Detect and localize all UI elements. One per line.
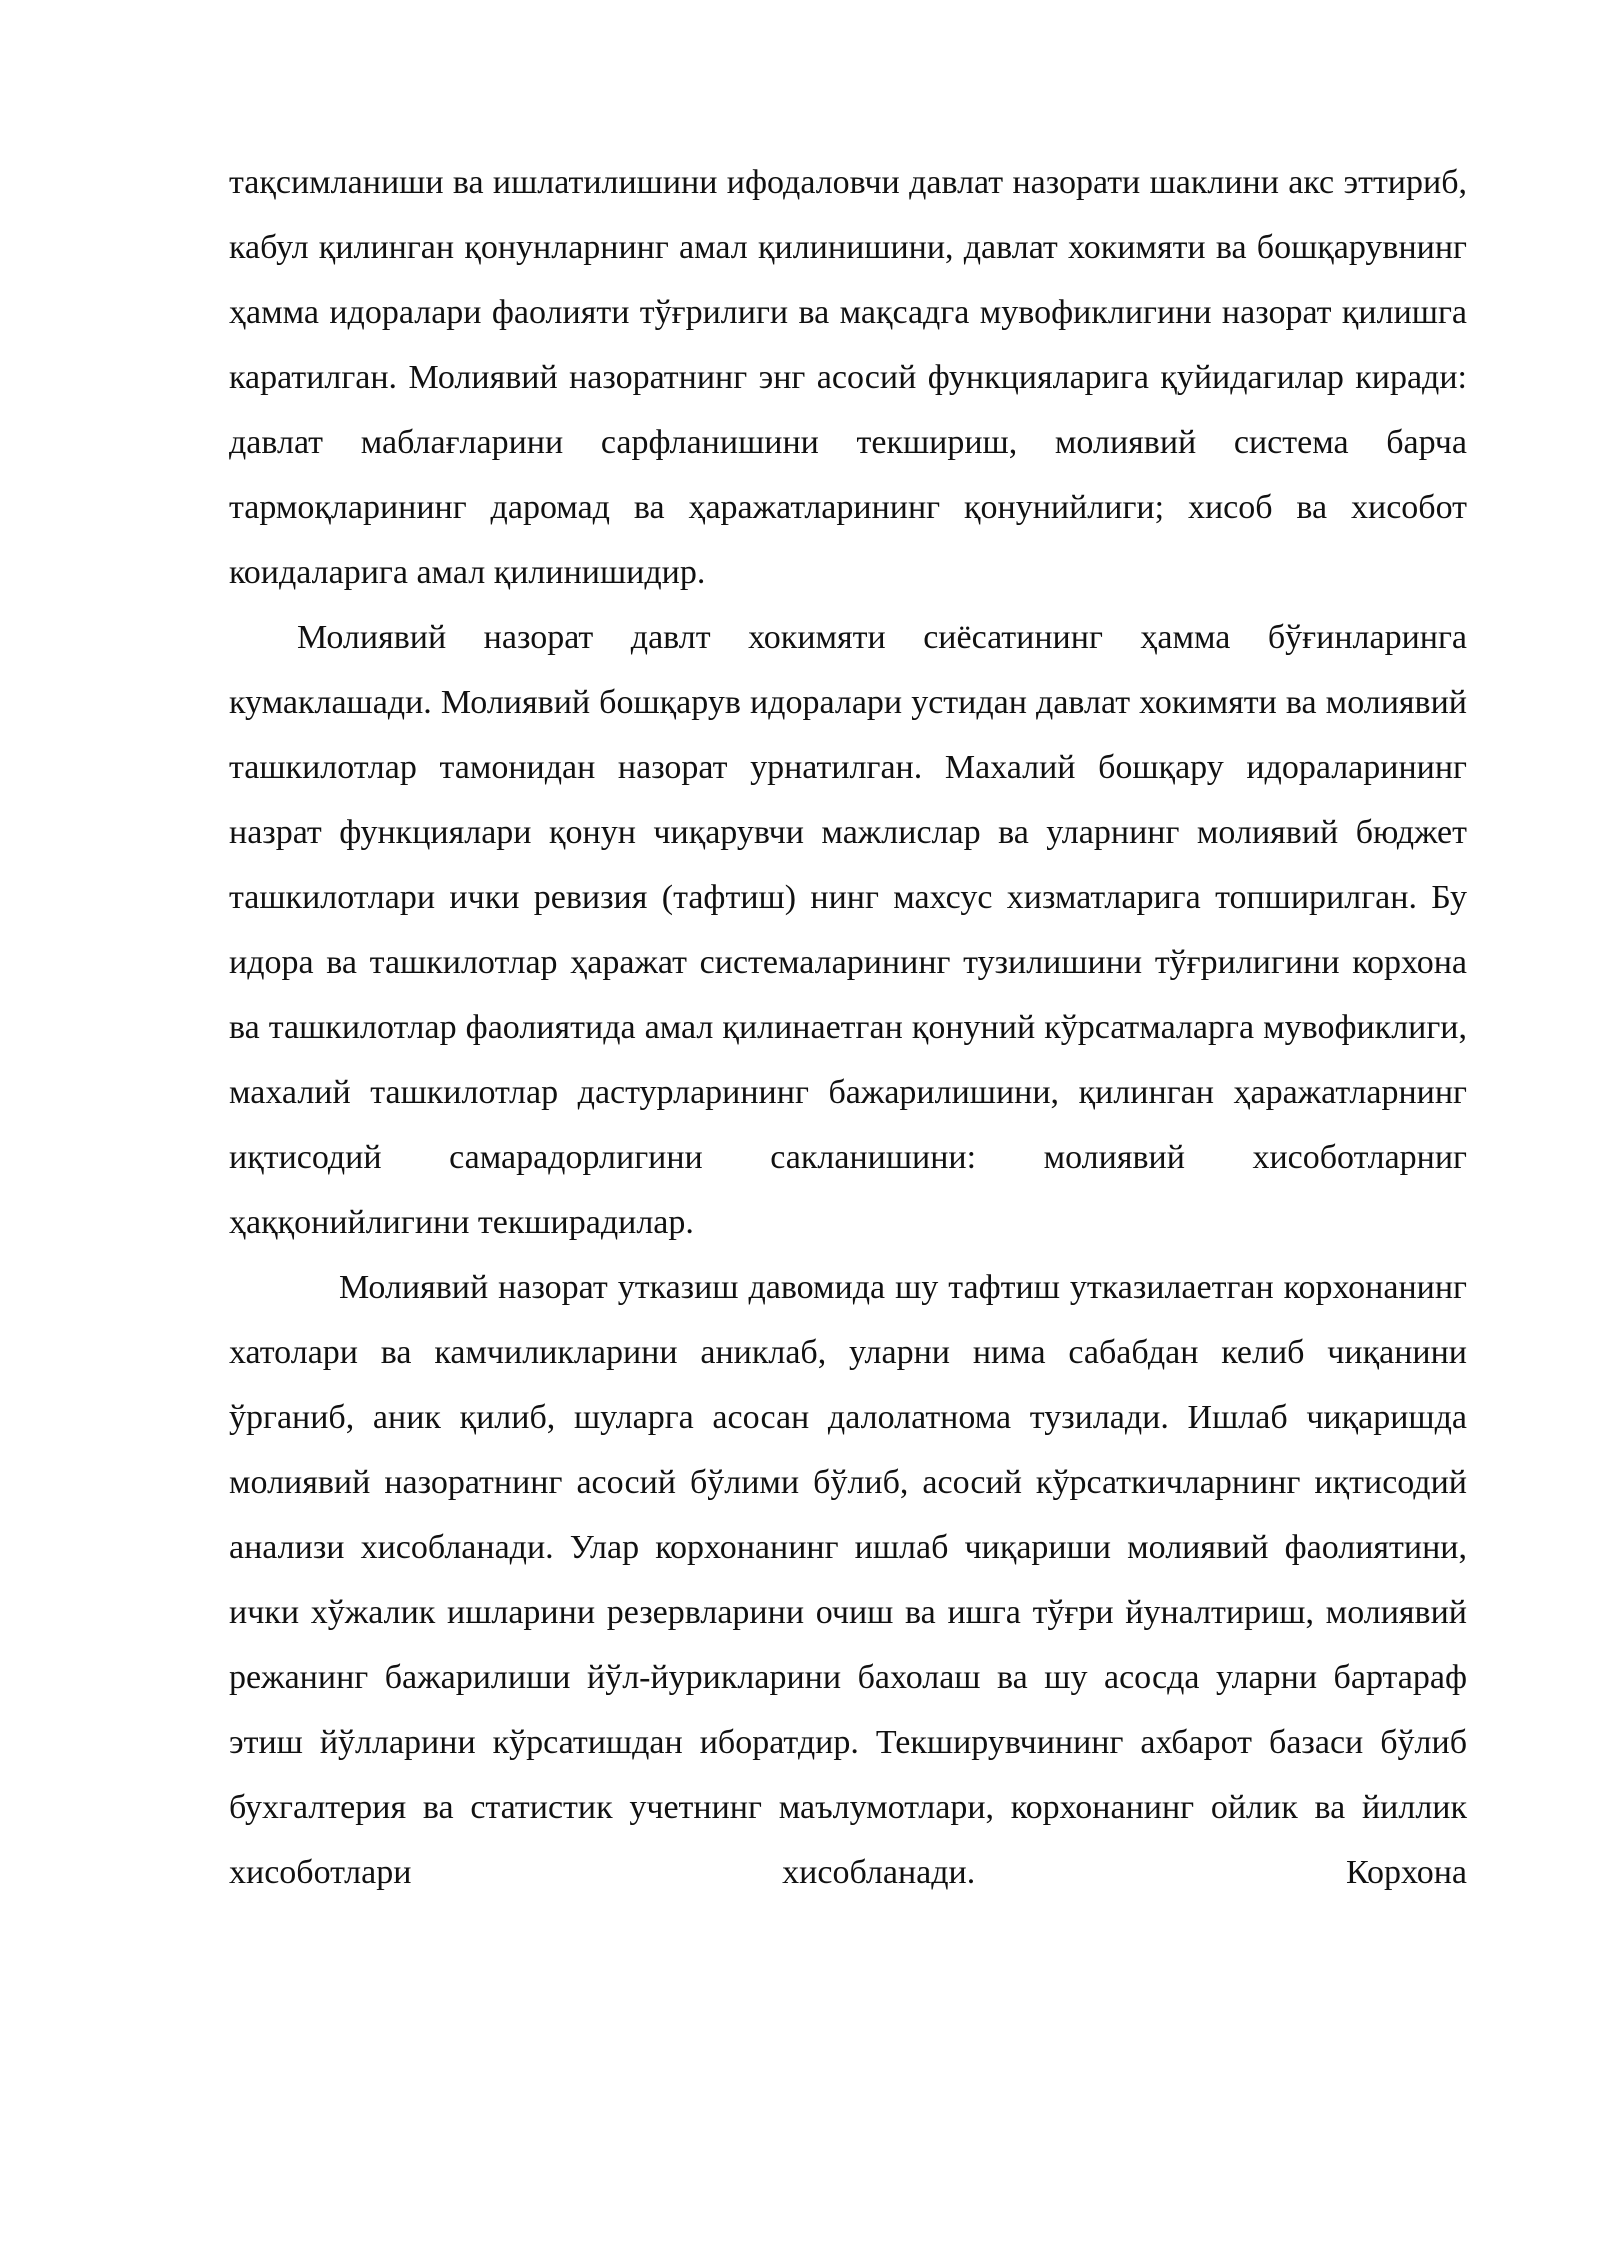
document-body bbox=[229, 150, 1467, 1905]
paragraph-3: Молиявий назорат утказиш давомида шу тафтиш утказилаетган корхонанинг хатолари ва камчиликларини аниклаб, уларни нима сабабдан келиб чиқанини ўрганиб, аник қилиб, шуларга асосан далолатнома тузилади. Ишлаб чиқаришда молиявий назоратнинг асосий бўлими бўлиб, асосий кўрсаткичларнинг иқтисодий анализи хисобланади. Улар корхонанинг ишлаб чиқариши молиявий фаолиятини, ички хўжалик ишларини резервларини очиш ва ишга тўғри йуналтириш, молиявий режанинг бажарилиши йўл-йурикларини бахолаш ва шу асосда уларни бартараф этиш йўлларини кўрсатишдан иборатдир. Текширувчининг ахбарот базаси бўлиб бухгалтерия ва статистик учетнинг маълумотлари, корхонанинг ойлик ва йиллик хисоботлари хисобланади. Корхона bbox=[229, 1269, 1467, 1891]
paragraph-2: Молиявий назорат давлт хокимяти сиёсатининг ҳамма бўғинларинга кумаклашади. Молиявий бошқарув идоралари устидан давлат хокимяти ва молиявий ташкилотлар тамонидан назорат урнатилган. Махалий бошқару идораларининг назрат функциялари қонун чиқарувчи мажлислар ва уларнинг молиявий бюджет ташкилотлари ички ревизия (тафтиш) нинг махсус хизматларига топширилган. Бу идора ва ташкилотлар ҳаражат системаларининг тузилишини тўғрилигини корхона ва ташкилотлар фаолиятида амал қилинаетган қонуний кўрсатмаларга мувофиклиги, махалий ташкилотлар дастурларининг бажарилишини, қилинган ҳаражатларнинг иқтисодий самарадорлигини сакланишини: молиявий хисоботларниг ҳаққонийлигини текширадилар. bbox=[229, 619, 1467, 1241]
paragraph-1: тақсимланиши ва ишлатилишини ифодаловчи давлат назорати шаклини акс эттириб, кабул қилинган қонунларнинг амал қилинишини, давлат хокимяти ва бошқарувнинг ҳамма идоралари фаолияти тўғрилиги ва мақсадга мувофиклигини назорат қилишга каратилган. Молиявий назоратнинг энг асосий функцияларига қуйидагилар киради: давлат маблағларини сарфланишини текшириш, молиявий система барча тармоқларининг даромад ва ҳаражатларининг қонунийлиги; хисоб ва хисобот коидаларига амал қилинишидир. bbox=[229, 164, 1467, 591]
